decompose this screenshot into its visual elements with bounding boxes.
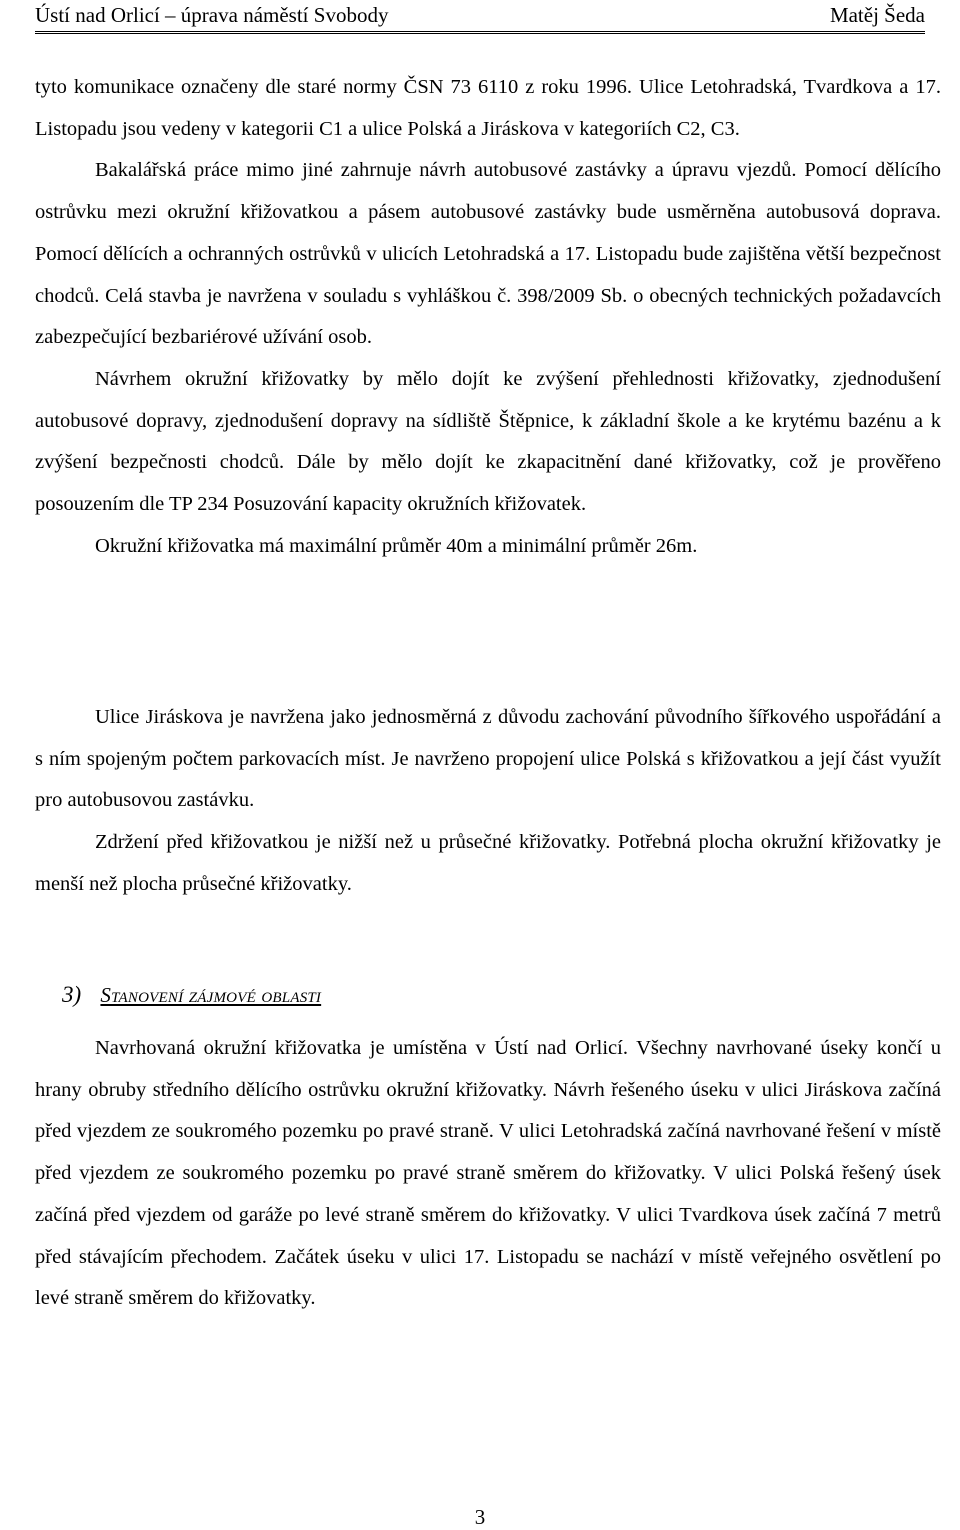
page-number: 3 [474,1505,486,1529]
header-author: Matěj Šeda [829,3,925,27]
section-title: Stanovení zájmové oblasti [100,983,322,1007]
paragraph: Zdržení před křižovatkou je nižší než u průsečné křižovatky. Potřebná plocha okružní křižovatky je menší než plocha průsečné křižovatky. [35,831,941,895]
paragraph: Okružní křižovatka má maximální průměr 40m a minimální průměr 26m. [95,534,698,557]
paragraph: tyto komunikace označeny dle staré normy ČSN 73 6110 z roku 1996. Ulice Letohradská, Tvardkova a 17. Listopadu jsou vedeny v kategorii C1 a ulice Polská a Jiráskova v kategoriích C2, C3. [35,76,941,140]
paragraph: Bakalářská práce mimo jiné zahrnuje návrh autobusové zastávky a úpravu vjezdů. Pomocí dělícího ostrůvku mezi okružní křižovatkou a pásem autobusové zastávky bude usměrněna autobusová doprava. Pomocí dělících a ochranných ostrůvků v ulicích Letohradská a 17. Listopadu bude zajištěna větší bezpečnost chodců. Celá stavba je navržena v souladu s vyhláškou č. 398/2009 Sb. o obecných technických požadavcích zabezpečující bezbariérové užívání osob. [35,159,941,349]
body-text-section [35,1028,941,1320]
header-rule [35,31,925,34]
section-heading [62,980,321,1010]
page-header [35,2,925,28]
paragraph: Navrhovaná okružní křižovatka je umístěna v Ústí nad Orlicí. Všechny navrhované úseky končí u hrany obruby středního dělícího ostrůvku okružní křižovatky. Návrh řešeného úseku v ulici Jiráskova začíná před vjezdem ze soukromého pozemku po pravé straně. V ulici Letohradská začíná navrhované řešení v místě před vjezdem ze soukromého pozemku po pravé straně směrem do křižovatky. V ulici Polská řešený úsek začíná před vjezdem od garáže po levé straně směrem do křižovatky. V ulici Tvardkova úsek začíná 7 metrů před stávajícím přechodem. Začátek úseku v ulici 17. Listopadu se nachází v místě veřejného osvětlení po levé straně směrem do křižovatky. [35,1037,941,1310]
header-title: Ústí nad Orlicí – úprava náměstí Svobody [35,3,389,27]
paragraph: Návrhem okružní křižovatky by mělo dojít ke zvýšení přehlednosti křižovatky, zjednodušení autobusové dopravy, zjednodušení dopravy na sídliště Štěpnice, k základní škole a ke krytému bazénu a k zvýšení bezpečnosti chodců. Dále by mělo dojít ke zkapacitnění dané křižovatky, což je prověřeno posouzením dle TP 234 Posuzování kapacity okružních křižovatek. [35,367,941,516]
paragraph: Ulice Jiráskova je navržena jako jednosměrná z důvodu zachování původního šířkového uspořádání a s ním spojeným počtem parkovacích míst. Je navrženo propojení ulice Polská s křižovatkou a její část využít pro autobusovou zastávku. [35,706,941,812]
body-text-middle [35,697,941,906]
body-text-top [35,67,941,567]
section-number: 3) [62,982,82,1007]
